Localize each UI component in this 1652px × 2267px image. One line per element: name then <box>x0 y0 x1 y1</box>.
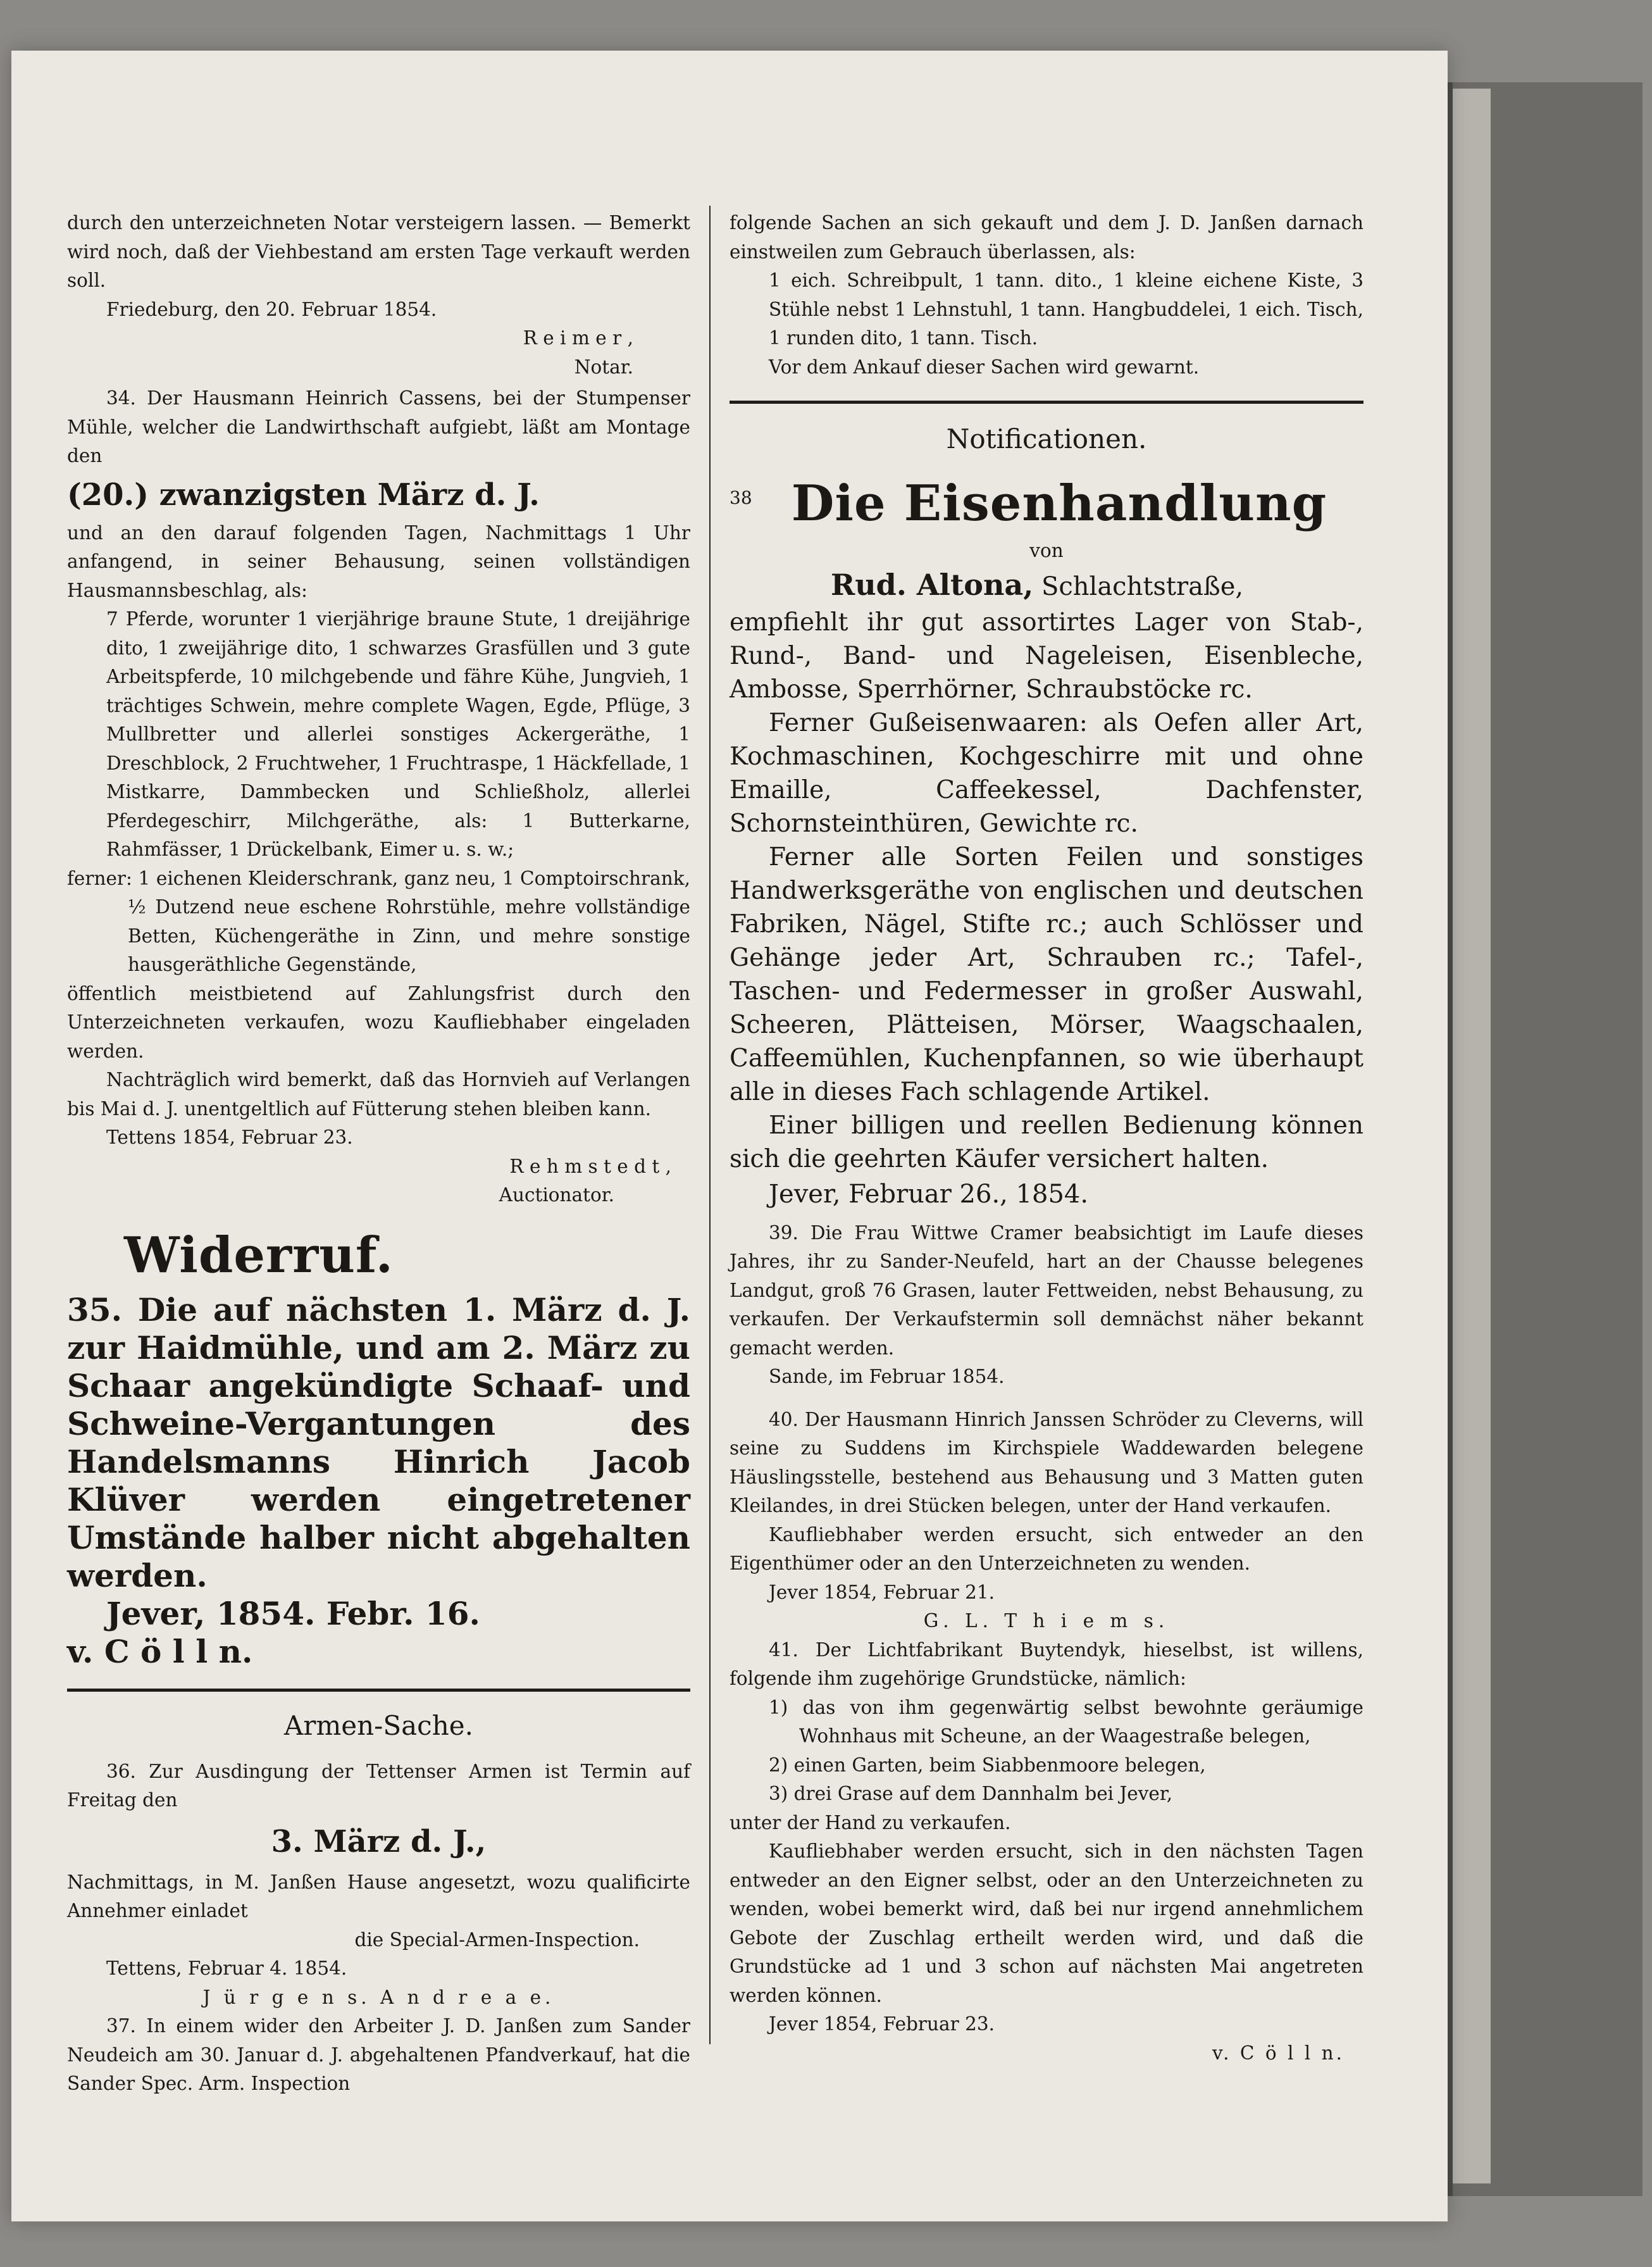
notice-38-number: 38 <box>730 487 752 508</box>
notice-38-date: Jever, Februar 26., 1854. <box>769 1179 1089 1209</box>
notice-34-livestock-list: 7 Pferde, worunter 1 vierjährige braune Stute, 1 dreijährige dito, 1 zweijährige dito, 1 schwarzes Grasfüllen und 3 gute Arbeitspferde, 10 milchgebende und fähre Kühe, Jungvieh, 1 trächtiges Schwein, mehre complete Wagen, Egde, Pflüge, 3 Mullbretter und allerlei sonstiges Ackergeräthe, 1 Dreschblock, 2 Fruchtweher, 1 Fruchtraspe, 1 Häckfellade, 1 Mistkarre, Dammbecken und Schließholz, allerlei Pferdegeschirr, Milchgeräthe, als: 1 Butterkarne, Rahmfässer, 1 Drückelbank, Eimer u. s. w.; <box>106 608 690 860</box>
notice-34-signature: R e h m s t e d t , <box>509 1155 671 1177</box>
notice-41-signature: v. C ö l l n. <box>1212 2042 1345 2064</box>
section-rule <box>730 401 1363 404</box>
notice-38-street: Schlachtstraße, <box>1041 571 1244 601</box>
notice-38-body-2: Ferner Gußeisenwaaren: als Oefen aller Art, Kochmaschinen, Kochgeschirre mit und ohne Emaille, Caffeekessel, Dachfenster, Schornsteinthüren, Gewichte rc. <box>730 708 1363 838</box>
notice-34-place: Tettens 1854, Februar 23. <box>106 1127 353 1148</box>
right-column <box>730 209 1363 2068</box>
widerruf-date: Jever, 1854. Febr. 16. <box>106 1594 480 1632</box>
notice-34-furniture-list: ferner: 1 eichenen Kleiderschrank, ganz neu, 1 Comptoirschrank, ½ Dutzend neue eschene Rohrstühle, mehre vollständige Betten, Küchengeräthe in Zinn, und mehre sonstige hausgeräthliche Gegenstände, <box>67 867 690 975</box>
notice-37-warning: Vor dem Ankauf dieser Sachen wird gewarnt. <box>769 356 1200 378</box>
notice-36-text: 36. Zur Ausdingung der Tettenser Armen ist Termin auf Freitag den <box>67 1760 690 1811</box>
notice-38-von: von <box>1029 540 1064 561</box>
notice-38-body-3: Ferner alle Sorten Feilen und sonstiges Handwerksgeräthe von englischen und deutschen Fabriken, Nägel, Stifte rc.; auch Schlösser und Gehänge jeder Art, Schrauben rc.; Tafel-, Taschen- und Federmesser in großer Auswahl, Scheeren, Plätteisen, Mörser, Waagschaalen, Caffeemühlen, Kuchenpfannen, so wie überhaupt alle in dieses Fach schlagende Artikel. <box>730 842 1363 1106</box>
notice-38 <box>730 471 1363 1213</box>
notice-36-names: J ü r g e n s. A n d r e a e. <box>202 1986 555 2008</box>
notice-40-signature: G. L. T h i e m s. <box>923 1610 1170 1632</box>
notice-41-text: 41. Der Lichtfabrikant Buytendyk, hieselbst, ist willens, folgende ihm zugehörige Grundstücke, nämlich: <box>730 1639 1363 1689</box>
notice-34-note: Nachträglich wird bemerkt, daß das Hornvieh auf Verlangen bis Mai d. J. unentgeltlich auf Fütterung stehen bleiben kann. <box>67 1069 690 1120</box>
notice-38-title: Die Eisenhandlung <box>791 475 1327 532</box>
section-rule <box>67 1689 690 1692</box>
column-divider <box>709 206 711 2044</box>
notice-reimer-text: durch den unterzeichneten Notar versteigern lassen. — Bemerkt wird noch, daß der Viehbestand am ersten Tage verkauft werden soll. <box>67 212 690 291</box>
notice-34-intro: 34. Der Hausmann Heinrich Cassens, bei der Stumpenser Mühle, welcher die Landwirthschaft aufgiebt, läßt am Montage den <box>67 387 690 466</box>
notice-34-body: und an den darauf folgenden Tagen, Nachmittags 1 Uhr anfangend, in seiner Behausung, seinen vollständigen Hausmannsbeschlag, als: <box>67 521 690 601</box>
notice-41-place: Jever 1854, Februar 23. <box>769 2013 995 2035</box>
widerruf-heading: Widerruf. <box>124 1226 394 1284</box>
book-page-edge-inner <box>1453 89 1491 2183</box>
notice-reimer-date: Friedeburg, den 20. Februar 1854. <box>106 298 437 320</box>
notificationen-heading: Notificationen. <box>946 423 1147 454</box>
notice-41-tail: unter der Hand zu verkaufen. <box>730 1811 1011 1833</box>
notice-reimer-title: Notar. <box>574 356 633 378</box>
widerruf-signature: v. C ö l l n. <box>67 1632 253 1670</box>
armen-heading: Armen-Sache. <box>284 1709 473 1741</box>
widerruf-text: 35. Die auf nächsten 1. März d. J. zur Haidmühle, und am 2. März zu Schaar angekündigte Schaaf- und Schweine-Vergantungen des Handelsmanns Hinrich Jacob Klüver werden eingetretener Umstände halber nicht abgehalten werden. <box>67 1290 690 1594</box>
notice-40-text: 40. Der Hausmann Hinrich Janssen Schröder zu Cleverns, will seine zu Suddens im Kirchspiele Waddewarden belegene Häuslingsstelle, bestehend aus Behausung und 3 Matten guten Kleilandes, in drei Stücken belegen, unter der Hand verkaufen. <box>730 1408 1363 1516</box>
notice-41-list <box>730 1694 1363 1809</box>
notice-38-body-4: Einer billigen und reellen Bedienung können sich die geehrten Käufer versichert halten. <box>730 1111 1363 1173</box>
notice-39-text: 39. Die Frau Wittwe Cramer beabsichtigt im Laufe dieses Jahres, ihr zu Sander-Neufeld, hart an der Chausse belegenes Landgut, groß 76 Grasen, lauter Fettweiden, nebst Behausung, zu verkaufen. Der Verkaufstermin soll demnächst näher bekannt gemacht werden. <box>730 1221 1363 1359</box>
left-column <box>67 209 690 2099</box>
notice-36-place: Tettens, Februar 4. 1854. <box>106 1958 347 1979</box>
notice-40-buyers: Kaufliebhaber werden ersucht, sich entweder an den Eigenthümer oder an den Unterzeichneten zu wenden. <box>730 1523 1363 1574</box>
notice-37-items: 1 eich. Schreibpult, 1 tann. dito., 1 kleine eichene Kiste, 3 Stühle nebst 1 Lehnstuhl, 1 tann. Hangbuddelei, 1 eich. Tisch, 1 runden dito, 1 tann. Tisch. <box>769 270 1363 349</box>
notice-38-body-1: empfiehlt ihr gut assortirtes Lager von Stab-, Rund-, Band- und Nageleisen, Eisenbleche, Ambosse, Sperrhörner, Schraubstöcke rc. <box>730 608 1363 704</box>
notice-36-signature: die Special-Armen-Inspection. <box>354 1928 640 1951</box>
notice-34-title: Auctionator. <box>499 1184 614 1206</box>
newspaper-page <box>11 51 1448 2221</box>
notice-reimer-signature: R e i m e r , <box>523 327 633 349</box>
list-item: 1) das von ihm gegenwärtig selbst bewohnte geräumige Wohnhaus mit Scheune, an der Waagestraße belegen, <box>769 1696 1363 1747</box>
notice-38-firm: Rud. Altona, <box>831 567 1034 602</box>
notice-37-text: 37. In einem wider den Arbeiter J. D. Janßen zum Sander Neudeich am 30. Januar d. J. abgehaltenen Pfandverkauf, hat die Sander Spec. Arm. Inspection <box>67 2015 690 2094</box>
notice-41-buyers: Kaufliebhaber werden ersucht, sich in den nächsten Tagen entweder an den Eigner selbst, oder an den Unterzeichneten zu wenden, wobei bemerkt wird, daß bei nur irgend annehmlichem Gebote der Zuschlag ertheilt werden wird, und daß die Grundstücke ad 1 und 3 schon auf nächsten Mai angetreten werden können. <box>730 1840 1363 2006</box>
notice-34-date: (20.) zwanzigsten März d. J. <box>67 477 540 513</box>
list-item: 3) drei Grase auf dem Dannhalm bei Jever, <box>769 1783 1173 1804</box>
notice-36-date: 3. März d. J., <box>271 1823 487 1859</box>
list-item: 2) einen Garten, beim Siabbenmoore belegen, <box>769 1754 1206 1776</box>
notice-36-body: Nachmittags, in M. Janßen Hause angesetzt, wozu qualificirte Annehmer einladet <box>67 1871 690 1921</box>
notice-40-place: Jever 1854, Februar 21. <box>769 1581 995 1603</box>
notice-39-place: Sande, im Februar 1854. <box>769 1366 1005 1387</box>
notice-34-tail: öffentlich meistbietend auf Zahlungsfrist durch den Unterzeichneten verkaufen, wozu Kaufliebhaber eingeladen werden. <box>67 982 690 1062</box>
notice-37-continuation: folgende Sachen an sich gekauft und dem J. D. Janßen darnach einstweilen zum Gebrauch überlassen, als: <box>730 212 1363 263</box>
